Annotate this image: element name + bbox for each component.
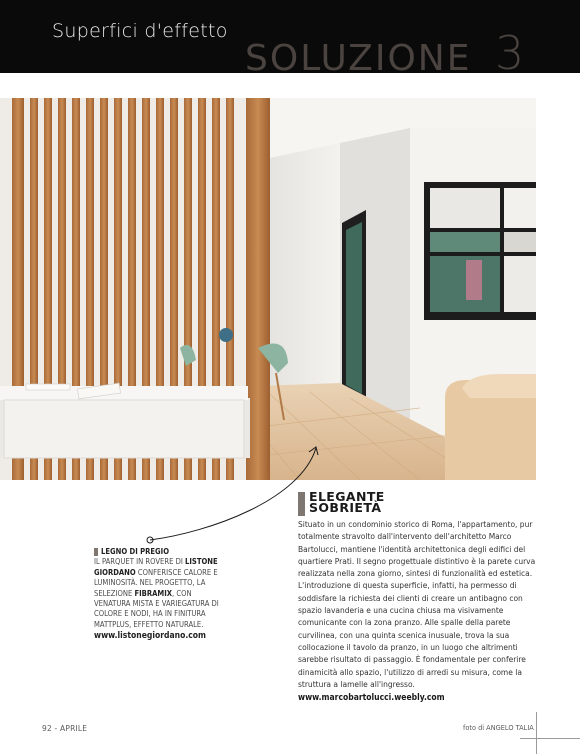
article — [298, 491, 544, 704]
article-marker — [298, 492, 305, 516]
solution-word: SOLUZIONE — [245, 38, 472, 79]
article-heading — [298, 491, 544, 516]
caption-heading: LEGNO DI PREGIO — [94, 547, 224, 557]
solution-number: 3 — [495, 26, 525, 80]
page-folio: 92 - APRILE — [42, 724, 88, 733]
crop-mark-vertical — [536, 712, 537, 754]
section-title: Superfici d'effetto — [52, 20, 228, 42]
article-title: ELEGANTE SOBRIETÀ — [309, 489, 385, 515]
article-body: Situato in un condominio storico di Roma, l'appartamento, pur totalmente stravolto dall'intervento dell'architetto Marco Bartolucci, mantiene l'identità architettonica degli edifici del quartiere Prati. Il segno progettuale distintivo è la parete curva realizzata nella zona giorno, sintesi di funzionalità ed estetica. L'introduzione di questa superficie, infatti, ha permesso di soddisfare la richiesta dei clienti di creare un antibagno con spazio lavanderia e una cucina chiusa ma visivamente comunicante con la zona pranzo. Alle spalle della parete curvilinea, con una quinta scenica inusuale, trova la sua collocazione il tavolo da pranzo, in un luogo che altrimenti sarebbe risultato di passaggio. È fondamentale per conferire dinamicità allo spazio, l'utilizzo di arredi su misura, come la struttura a lamelle all'ingresso. www.marcobartolucci.weebly.com — [298, 518, 544, 704]
caption-brand: FIBRAMIX — [134, 588, 173, 598]
caption-marker — [94, 548, 98, 556]
product-caption — [94, 547, 224, 642]
caption-url-link[interactable]: www.listonegiordano.com — [94, 631, 207, 642]
caption-brand: LISTONE GIORDANO — [94, 557, 218, 577]
photo-credit: foto di ANGELO TALIA — [463, 724, 534, 732]
caption-text: IL PARQUET IN ROVERE DI LISTONE GIORDANO CONFERISCE CALORE E LUMINOSITÀ. NEL PROGETTO, LA SELEZIONE FIBRAMIX, CON VENATURA MISTA E VARIEGATURA DI COLORE E NODI, HA IN FINITURA MATTPLUS, EFFETTO NATURALE. — [94, 557, 219, 629]
article-url-link[interactable]: www.marcobartolucci.weebly.com — [298, 693, 445, 704]
crop-mark-horizontal — [520, 738, 580, 739]
